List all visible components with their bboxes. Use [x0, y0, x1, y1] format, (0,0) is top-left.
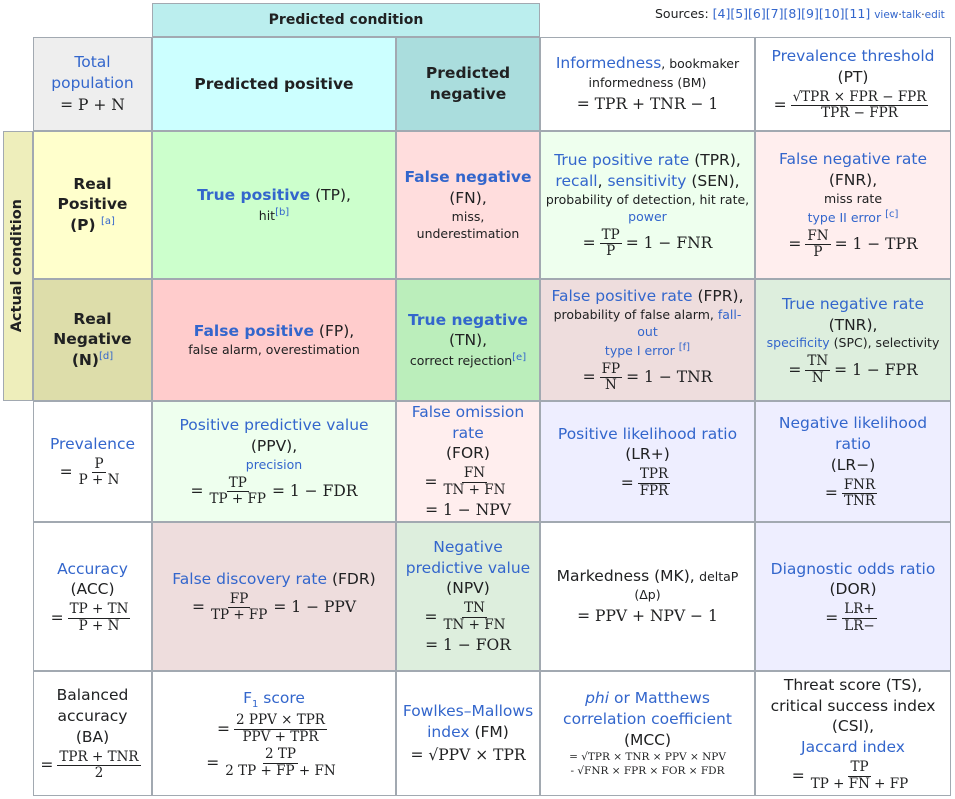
fowlkes-mallows-link[interactable]: Fowlkes–Mallows index — [402, 702, 534, 742]
markedness-cell: Markedness (MK), deltaP (Δp) = PPV + NPV − 1 — [540, 522, 755, 671]
fall-out-link[interactable]: fall-out — [637, 307, 742, 339]
true-negative-link[interactable]: True negative — [408, 310, 528, 329]
real-positive-cell: Real Positive (P) [a] — [33, 131, 152, 279]
ppv-link[interactable]: Positive predictive value — [179, 416, 369, 435]
informedness-link[interactable]: Informedness — [555, 53, 662, 72]
for-link[interactable]: False omission rate — [411, 402, 525, 442]
note-b-link[interactable]: [b] — [275, 206, 290, 218]
mcc-link[interactable]: phi or Matthews correlation coefficient — [563, 689, 732, 729]
ppv-cell: Positive predictive value (PPV), precision = $\frac{TP}{TP + FP}$ = 1 − FDR — [152, 401, 396, 522]
fdr-link[interactable]: False discovery rate — [172, 570, 328, 589]
jaccard-index-link[interactable]: Jaccard index — [801, 738, 905, 757]
fowlkes-mallows-cell: Fowlkes–Mallows index (FM) = √PPV × TPR — [396, 671, 540, 796]
type-ii-error-link[interactable]: type II error — [807, 209, 882, 225]
note-a-link[interactable]: [a] — [101, 216, 115, 228]
f1-score-cell: $F_1$ score = $\frac{\text{2 PPV × TPR}}{\text{PPV + TPR}}$ = $\frac{2 TP}{2 TP + FP + FN}$ — [152, 671, 396, 796]
real-negative-cell: Real Negative (N)[d] — [33, 279, 152, 401]
precision-link[interactable]: precision — [245, 456, 303, 472]
note-f-link[interactable]: [f] — [678, 341, 691, 353]
dor-link[interactable]: Diagnostic odds ratio — [770, 559, 936, 578]
lr-positive-cell: Positive likelihood ratio (LR+) = $\frac{\text{TPR}}{\text{FPR}}$ — [540, 401, 755, 522]
note-c-link[interactable]: [c] — [885, 208, 899, 220]
balanced-accuracy-cell: Balanced accuracy (BA) = $\frac{\text{TPR + TNR}}{2}$ — [33, 671, 152, 796]
accuracy-link[interactable]: Accuracy — [57, 559, 128, 578]
lr-positive-link[interactable]: Positive likelihood ratio — [557, 424, 738, 443]
false-positive-cell: False positive (FP), false alarm, overestimation — [152, 279, 396, 401]
true-positive-cell: True positive (TP), hit[b] — [152, 131, 396, 279]
lr-negative-link[interactable]: Negative likelihood ratio — [778, 414, 928, 454]
tpr-link[interactable]: True positive rate — [554, 151, 690, 170]
sources-refs-link[interactable]: [4][5][6][7][8][9][10][11] — [712, 6, 871, 21]
predicted-negative-cell: Predicted negative — [396, 37, 540, 131]
fnr-link[interactable]: False negative rate — [778, 150, 928, 169]
total-population-cell: Total population = P + N — [33, 37, 152, 131]
fpr-link[interactable]: False positive rate — [551, 287, 693, 306]
false-positive-link[interactable]: False positive — [193, 322, 314, 341]
fdr-cell: False discovery rate (FDR) = $\frac{FP}{TP + FP}$ = 1 − PPV — [152, 522, 396, 671]
true-negative-cell: True negative (TN), correct rejection[e] — [396, 279, 540, 401]
power-link[interactable]: power — [628, 208, 667, 224]
accuracy-cell: Accuracy (ACC) = $\frac{TP + TN}{P + N}$ — [33, 522, 152, 671]
view-link[interactable]: view — [874, 9, 899, 21]
total-population-link[interactable]: Total population — [51, 52, 134, 92]
f1-score-link[interactable]: $F_1$ score — [243, 688, 305, 710]
recall-link[interactable]: recall — [555, 172, 598, 191]
mcc-cell: phi or Matthews correlation coefficient (MCC) = √TPR × TNR × PPV × NPV - √FNR × FPR × FOR × FDR — [540, 671, 755, 796]
false-negative-cell: False negative (FN), miss, underestimation — [396, 131, 540, 279]
npv-cell: Negative predictive value (NPV) = $\frac{TN}{TN + FN}$ = 1 − FOR — [396, 522, 540, 671]
informedness-cell: Informedness, bookmaker informedness (BM) = TPR + TNR − 1 — [540, 37, 755, 131]
true-positive-link[interactable]: True positive — [197, 186, 311, 205]
threat-score-cell: Threat score (TS), critical success index (CSI), Jaccard index = $\frac{TP}{TP + FN + FP}$ — [755, 671, 951, 796]
tpr-cell: True positive rate (TPR), recall, sensitivity (SEN), probability of detection, hit rate, power = $\frac{TP}{P}$ = 1 − FNR — [540, 131, 755, 279]
talk-link[interactable]: talk — [901, 9, 922, 21]
predicted-positive-cell: Predicted positive — [152, 37, 396, 131]
specificity-link[interactable]: specificity — [766, 335, 830, 351]
tnr-link[interactable]: True negative rate — [781, 294, 925, 313]
sensitivity-link[interactable]: sensitivity — [607, 172, 687, 191]
predicted-condition-header: Predicted condition — [152, 3, 540, 37]
prevalence-link[interactable]: Prevalence — [49, 435, 136, 454]
npv-link[interactable]: Negative predictive value — [405, 537, 531, 577]
actual-condition-header: Actual condition — [3, 131, 33, 401]
for-cell: False omission rate (FOR) = $\frac{FN}{TN + FN}$ = 1 − NPV — [396, 401, 540, 522]
lr-negative-cell: Negative likelihood ratio (LR−) = $\frac{\text{FNR}}{\text{TNR}}$ — [755, 401, 951, 522]
false-negative-link[interactable]: False negative — [404, 168, 532, 187]
tnr-cell: True negative rate (TNR), specificity (SPC), selectivity = $\frac{TN}{N}$ = 1 − FPR — [755, 279, 951, 401]
fnr-cell: False negative rate (FNR), miss rate type II error [c] = $\frac{FN}{P}$ = 1 − TPR — [755, 131, 951, 279]
type-i-error-link[interactable]: type I error — [604, 342, 675, 358]
note-d-link[interactable]: [d] — [98, 351, 114, 363]
prevalence-threshold-link[interactable]: Prevalence threshold — [771, 47, 935, 66]
note-e-link[interactable]: [e] — [512, 352, 527, 364]
fpr-cell: False positive rate (FPR), probability of false alarm, fall-out type I error [f] = $\frac{FP}{N}$ = 1 − TNR — [540, 279, 755, 401]
prevalence-cell: Prevalence = $\frac{P}{P + N}$ — [33, 401, 152, 522]
prevalence-threshold-cell: Prevalence threshold (PT) = $\frac{\text{√TPR × FPR − FPR}}{\text{TPR − FPR}}$ — [755, 37, 951, 131]
dor-cell: Diagnostic odds ratio (DOR) = $\frac{LR+}{LR-}$ — [755, 522, 951, 671]
edit-link[interactable]: edit — [924, 9, 945, 21]
sources-line: Sources: [4][5][6][7][8][9][10][11] view·talk·edit — [655, 6, 945, 21]
